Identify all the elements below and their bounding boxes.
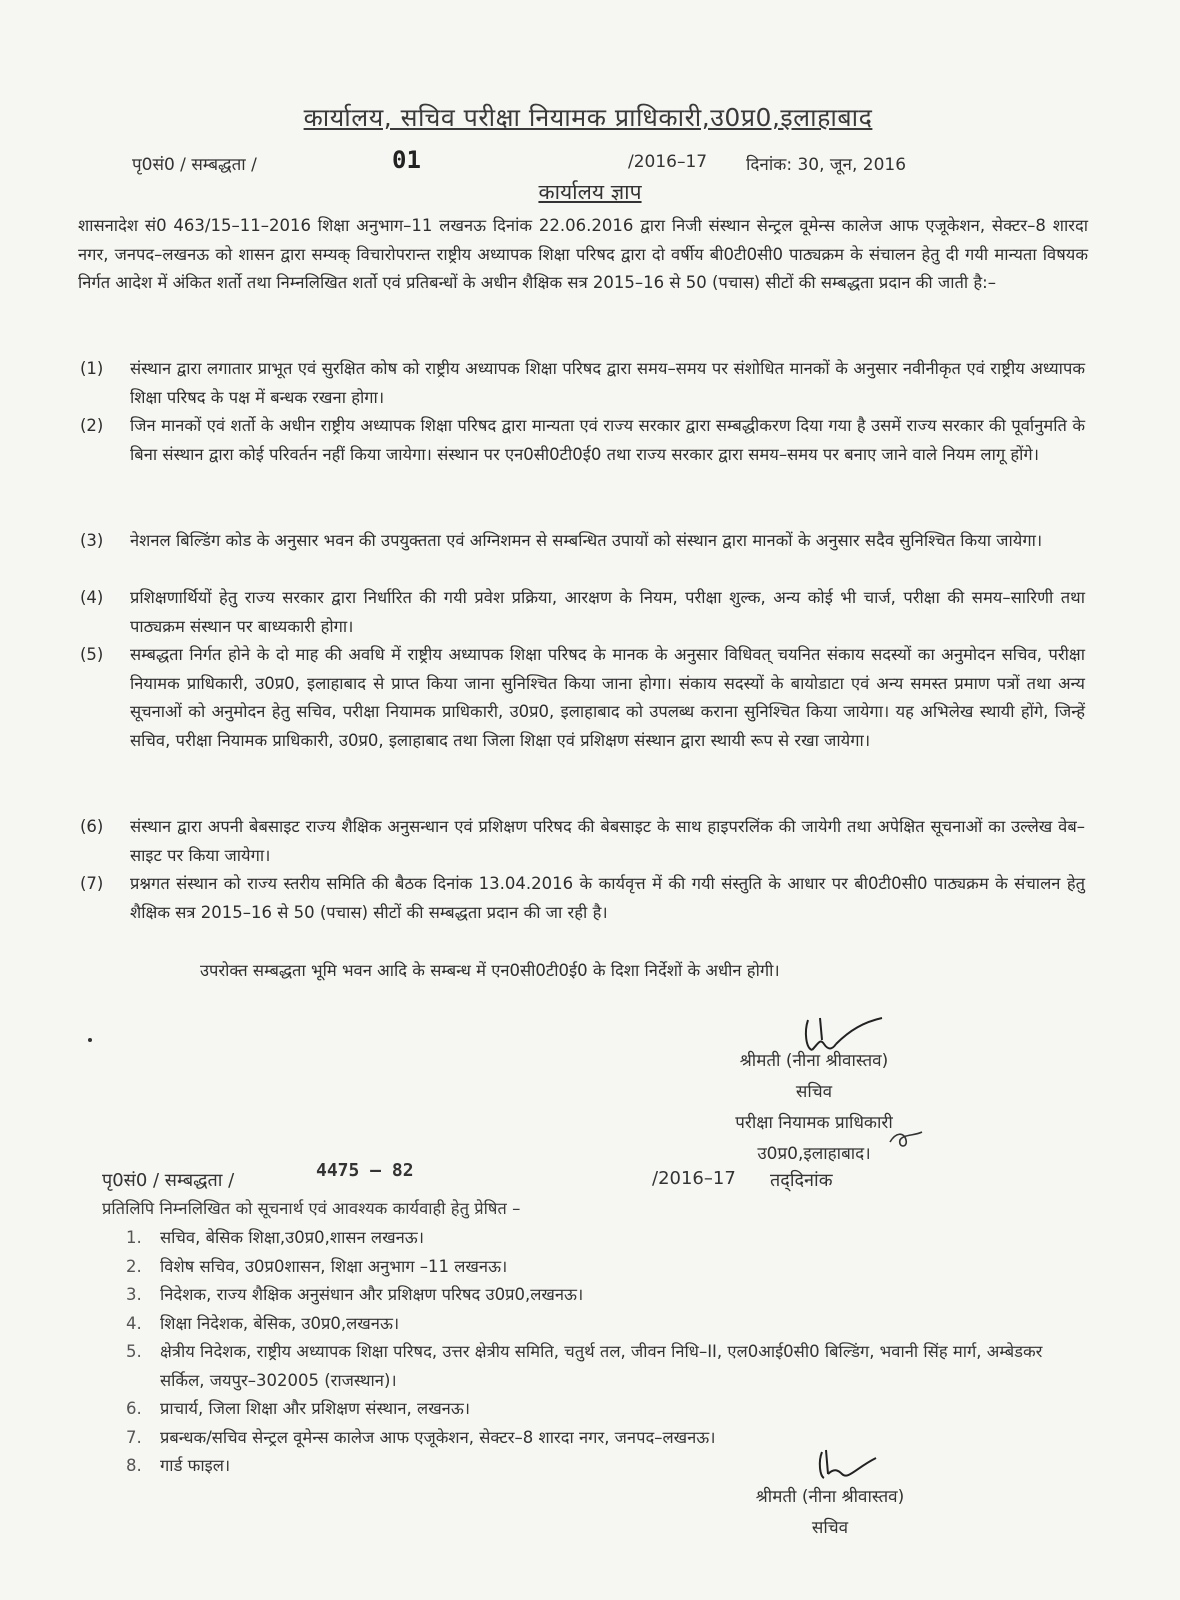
office-header: कार्यालय, सचिव परीक्षा नियामक प्राधिकारी,उ0प्र0,इलाहाबाद [303, 103, 873, 132]
copy-item-number: 8. [126, 1456, 142, 1475]
condition-text: प्रशिक्षणार्थियों हेतु राज्य सरकार द्वारा निर्धारित की गयी प्रवेश प्रक्रिया, आरक्षण के नियम, परीक्षा शुल्क, अन्य कोई भी चार्ज, परीक्षा की समय–सारिणी तथा पाठ्यक्रम संस्थान पर बाध्यकारी होगा। [130, 588, 1085, 636]
initials-mark [886, 1128, 926, 1152]
condition-number: (5) [80, 645, 104, 664]
copy-item [126, 1281, 1086, 1310]
copy-item-number: 5. [126, 1342, 142, 1361]
copy-item-text: शिक्षा निदेशक, बेसिक, उ0प्र0,लखनऊ। [160, 1313, 400, 1333]
copy-item-text: प्राचार्य, जिला शिक्षा और प्रशिक्षण संस्थान, लखनऊ। [160, 1399, 471, 1418]
signature-mark-2 [812, 1446, 882, 1486]
copy-item-number: 6. [126, 1399, 142, 1418]
copy-item [126, 1424, 1086, 1453]
copy-item [126, 1253, 1086, 1282]
ref-session: /2016–17 [628, 152, 708, 172]
copy-item-number: 3. [126, 1285, 142, 1304]
copy-item-text: क्षेत्रीय निदेशक, राष्ट्रीय अध्यापक शिक्षा परिषद, उत्तर क्षेत्रीय समिति, चतुर्थ तल, जीवन निधि–II, एल0आई0सी0 बिल्डिंग, भवानी सिंह मार्ग, अम्बेडकर सर्किल, जयपुर–302005 (राजस्थान)। [160, 1342, 1043, 1390]
scan-speck [88, 1038, 92, 1042]
copy-ref-prefix: पृ0सं0 / सम्बद्धता / [102, 1170, 235, 1191]
condition-text: संस्थान द्वारा लगातार प्राभूत एवं सुरक्षित कोष को राष्ट्रीय अध्यापक शिक्षा परिषद द्वारा समय–समय पर संशोधित मानकों के अनुसार नवीनीकृत एवं राष्ट्रीय अध्यापक शिक्षा परिषद के पक्ष में बन्धक रखना होगा। [130, 359, 1085, 407]
copy-ref-date: तद्‌दिनांक [770, 1170, 833, 1191]
copy-list [126, 1224, 1086, 1481]
signatory-name: श्रीमती (नीना श्रीवास्तव) [739, 1051, 889, 1071]
copy-item [126, 1224, 1086, 1253]
condition-text: संस्थान द्वारा अपनी बेबसाइट राज्य शैक्षिक अनुसन्धान एवं प्रशिक्षण परिषद की बेबसाइट के साथ हाइपरलिंक की जायेगी तथा अपेक्षित सूचनाओं का उल्लेख वेब–साइट पर किया जायेगा। [130, 817, 1085, 865]
ref-number: 01 [392, 146, 421, 174]
condition-text: जिन मानकों एवं शर्तो के अधीन राष्ट्रीय अध्यापक शिक्षा परिषद द्वारा मान्यता एवं राज्य सरकार द्वारा सम्बद्धीकरण दिया गया है उसमें राज्य सरकार की पूर्वानुमति के बिना संस्थान द्वारा कोई परिवर्तन नहीं किया जायेगा। संस्थान पर एन0सी0टी0ई0 तथा राज्य सरकार द्वारा समय–समय पर बनाए जाने वाले नियम लागू होंगे। [130, 416, 1085, 464]
copy-item [126, 1338, 1086, 1395]
copy-item [126, 1452, 1086, 1481]
memo-intro: शासनादेश सं0 463/15–11–2016 शिक्षा अनुभाग–11 लखनऊ दिनांक 22.06.2016 द्वारा निजी संस्थान सेन्ट्रल वूमेन्स कालेज आफ एजूकेशन, सेक्टर–8 शारदा नगर, जनपद–लखनऊ को शासन द्वारा सम्यक् विचारोपरान्त राष्ट्रीय अध्यापक शिक्षा परिषद द्वारा दो वर्षीय बी0टी0सी0 पाठ्यक्रम के संचालन हेतु दी गयी मान्यता विषयक निर्गत आदेश में अंकित शर्तो तथा निम्नलिखित शर्तो एवं प्रतिबन्धों के अधीन शैक्षिक सत्र 2015–16 से 50 (पचास) सीटों की सम्बद्धता प्रदान की जाती है:– [78, 216, 1088, 292]
condition-number: (1) [80, 359, 104, 378]
copy-item-text: निदेशक, राज्य शैक्षिक अनुसंधान और प्रशिक्षण परिषद उ0प्र0,लखनऊ। [160, 1285, 584, 1304]
condition-number: (4) [80, 588, 104, 607]
copy-item [126, 1395, 1086, 1424]
copy-item-number: 7. [126, 1427, 142, 1447]
ref-date: दिनांक: 30, जून, 2016 [746, 155, 907, 175]
signatory-place: उ0प्र0,इलाहाबाद। [757, 1144, 871, 1164]
condition-number: (2) [80, 416, 104, 435]
signatory-name: श्रीमती (नीना श्रीवास्तव) [755, 1487, 905, 1507]
condition-number: (3) [80, 531, 104, 550]
condition-number: (7) [80, 874, 104, 893]
copy-item [126, 1310, 1086, 1339]
signatory-block-2 [710, 1482, 950, 1544]
copy-item-text: गार्ड फाइल। [160, 1456, 231, 1475]
condition-number: (6) [80, 817, 104, 836]
signatory-office: परीक्षा नियामक प्राधिकारी [735, 1113, 893, 1133]
copy-item-number: 2. [126, 1256, 142, 1276]
ref-prefix: पृ0सं0 / सम्बद्धता / [132, 155, 257, 175]
copy-item-text: सचिव, बेसिक शिक्षा,उ0प्र0,शासन लखनऊ। [160, 1228, 424, 1247]
condition-text: प्रश्नगत संस्थान को राज्य स्तरीय समिति की बैठक दिनांक 13.04.2016 के कार्यवृत्त में की गयी संस्तुति के आधार पर बी0टी0सी0 पाठ्यक्रम के संचालन हेतु शैक्षिक सत्र 2015–16 से 50 (पचास) सीटों की सम्बद्धता प्रदान की जा रही है। [130, 874, 1085, 922]
copy-item-text: विशेष सचिव, उ0प्र0शासन, शिक्षा अनुभाग –11 लखनऊ। [160, 1256, 508, 1276]
signatory-designation: सचिव [811, 1518, 849, 1538]
copy-item-number: 1. [126, 1228, 142, 1247]
copy-intro: प्रतिलिपि निम्नलिखित को सूचनार्थ एवं आवश्यक कार्यवाही हेतु प्रेषित – [102, 1199, 521, 1218]
copy-item-number: 4. [126, 1313, 142, 1333]
condition-text: नेशनल बिल्डिंग कोड के अनुसार भवन की उपयुक्तता एवं अग्निशमन से सम्बन्धित उपायों को संस्थान द्वारा मानकों के अनुसार सदैव सुनिश्चित किया जायेगा। [130, 531, 1043, 550]
copy-ref-number: 4475 — 82 [316, 1160, 414, 1181]
copy-item-text: प्रबन्धक/सचिव सेन्ट्रल वूमेन्स कालेज आफ एजूकेशन, सेक्टर–8 शारदा नगर, जनपद–लखनऊ। [160, 1427, 716, 1447]
memo-title: कार्यालय ज्ञाप [538, 180, 642, 204]
signatory-designation: सचिव [795, 1082, 833, 1102]
copy-ref-session: /2016–17 [652, 1168, 736, 1189]
memo-closing: उपरोक्त सम्बद्धता भूमि भवन आदि के सम्बन्ध में एन0सी0टी0ई0 के दिशा निर्देशों के अधीन होगी। [200, 961, 780, 980]
condition-text: सम्बद्धता निर्गत होने के दो माह की अवधि में राष्ट्रीय अध्यापक शिक्षा परिषद के मानक के अनुसार विधिवत् चयनित संकाय सदस्यों का अनुमोदन सचिव, परीक्षा नियामक प्राधिकारी, उ0प्र0, इलाहाबाद से प्राप्त किया जाना सुनिश्चित किया जाना होगा। संकाय सदस्यों के बायोडाटा एवं अन्य समस्त प्रमाण पत्रों तथा अन्य सूचनाओं को अनुमोदन हेतु सचिव, परीक्षा नियामक प्राधिकारी, उ0प्र0, इलाहाबाद को उपलब्ध कराना सुनिश्चित किया जायेगा। यह अभिलेख स्थायी होंगे, जिन्हें सचिव, परीक्षा नियामक प्राधिकारी, उ0प्र0, इलाहाबाद तथा जिला शिक्षा एवं प्रशिक्षण संस्थान द्वारा स्थायी रूप से रखा जायेगा। [130, 645, 1085, 750]
